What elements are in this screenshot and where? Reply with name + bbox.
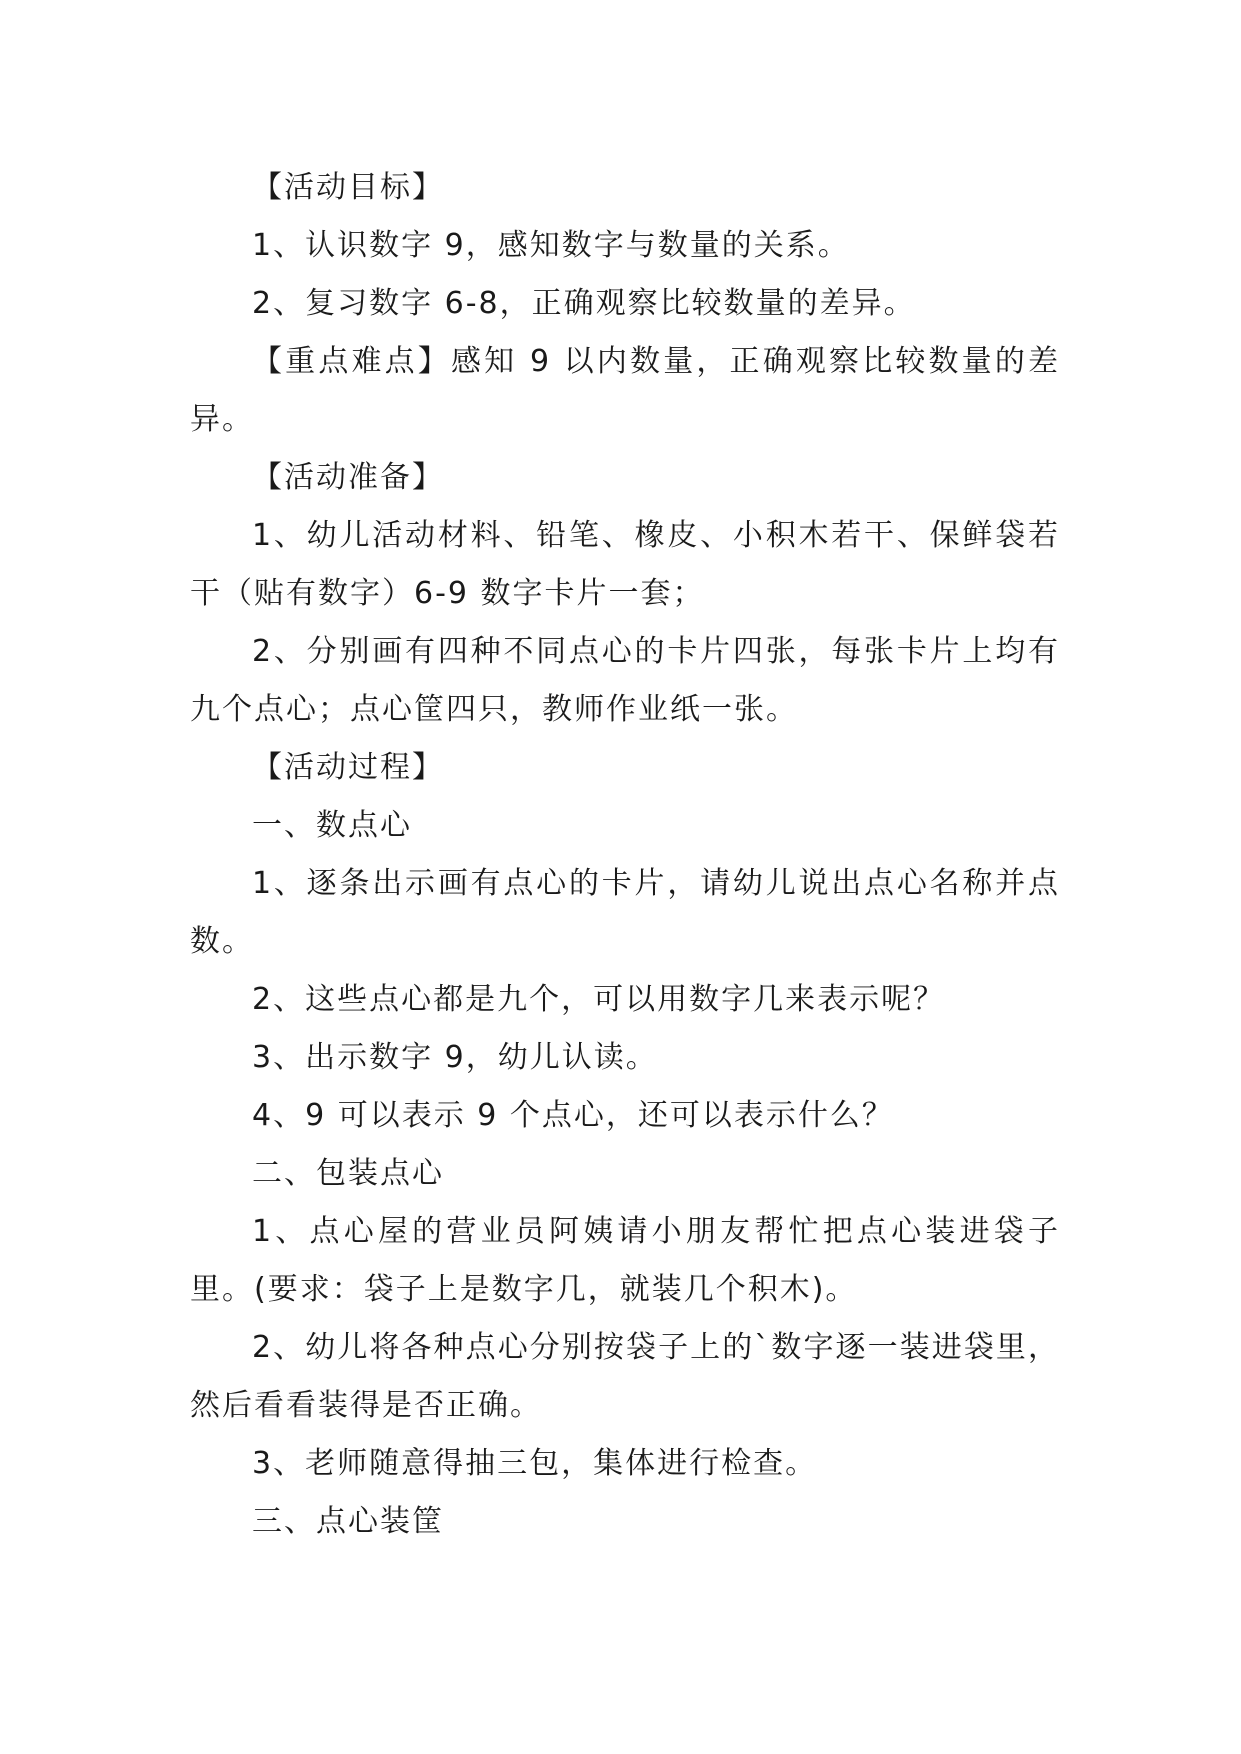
process-step-2-1: 1、点心屋的营业员阿姨请小朋友帮忙把点心装进袋子里。(要求：袋子上是数字几，就装几个积木)。 bbox=[190, 1214, 1060, 1307]
process-step-1-1: 1、逐条出示画有点心的卡片，请幼儿说出点心名称并点数。 bbox=[190, 866, 1060, 959]
section-heading-3: 三、点心装筐 bbox=[252, 1504, 444, 1539]
document-body bbox=[190, 159, 1060, 1551]
goal-item-2: 2、复习数字 6-8，正确观察比较数量的差异。 bbox=[252, 286, 916, 321]
section-heading-1: 一、数点心 bbox=[252, 808, 412, 843]
process-step-1-3: 3、出示数字 9，幼儿认读。 bbox=[252, 1040, 658, 1075]
process-step-1-2: 2、这些点心都是九个，可以用数字几来表示呢？ bbox=[252, 982, 946, 1017]
heading-activity-goals: 【活动目标】 bbox=[252, 170, 444, 205]
goal-item-1: 1、认识数字 9，感知数字与数量的关系。 bbox=[252, 228, 850, 263]
heading-activity-preparation: 【活动准备】 bbox=[252, 460, 444, 495]
key-difficulty-paragraph: 【重点难点】感知 9 以内数量，正确观察比较数量的差异。 bbox=[190, 344, 1060, 437]
process-step-2-2: 2、幼儿将各种点心分别按袋子上的`数字逐一装进袋里，然后看看装得是否正确。 bbox=[190, 1330, 1060, 1423]
process-step-1-4: 4、9 可以表示 9 个点心，还可以表示什么？ bbox=[252, 1098, 894, 1133]
section-heading-2: 二、包装点心 bbox=[252, 1156, 444, 1191]
preparation-item-1: 1、幼儿活动材料、铅笔、橡皮、小积木若干、保鲜袋若干（贴有数字）6-9 数字卡片一套； bbox=[190, 518, 1060, 611]
preparation-item-2: 2、分别画有四种不同点心的卡片四张，每张卡片上均有九个点心；点心筐四只，教师作业纸一张。 bbox=[190, 634, 1060, 727]
process-step-2-3: 3、老师随意得抽三包，集体进行检查。 bbox=[252, 1446, 818, 1481]
heading-activity-process: 【活动过程】 bbox=[252, 750, 444, 785]
